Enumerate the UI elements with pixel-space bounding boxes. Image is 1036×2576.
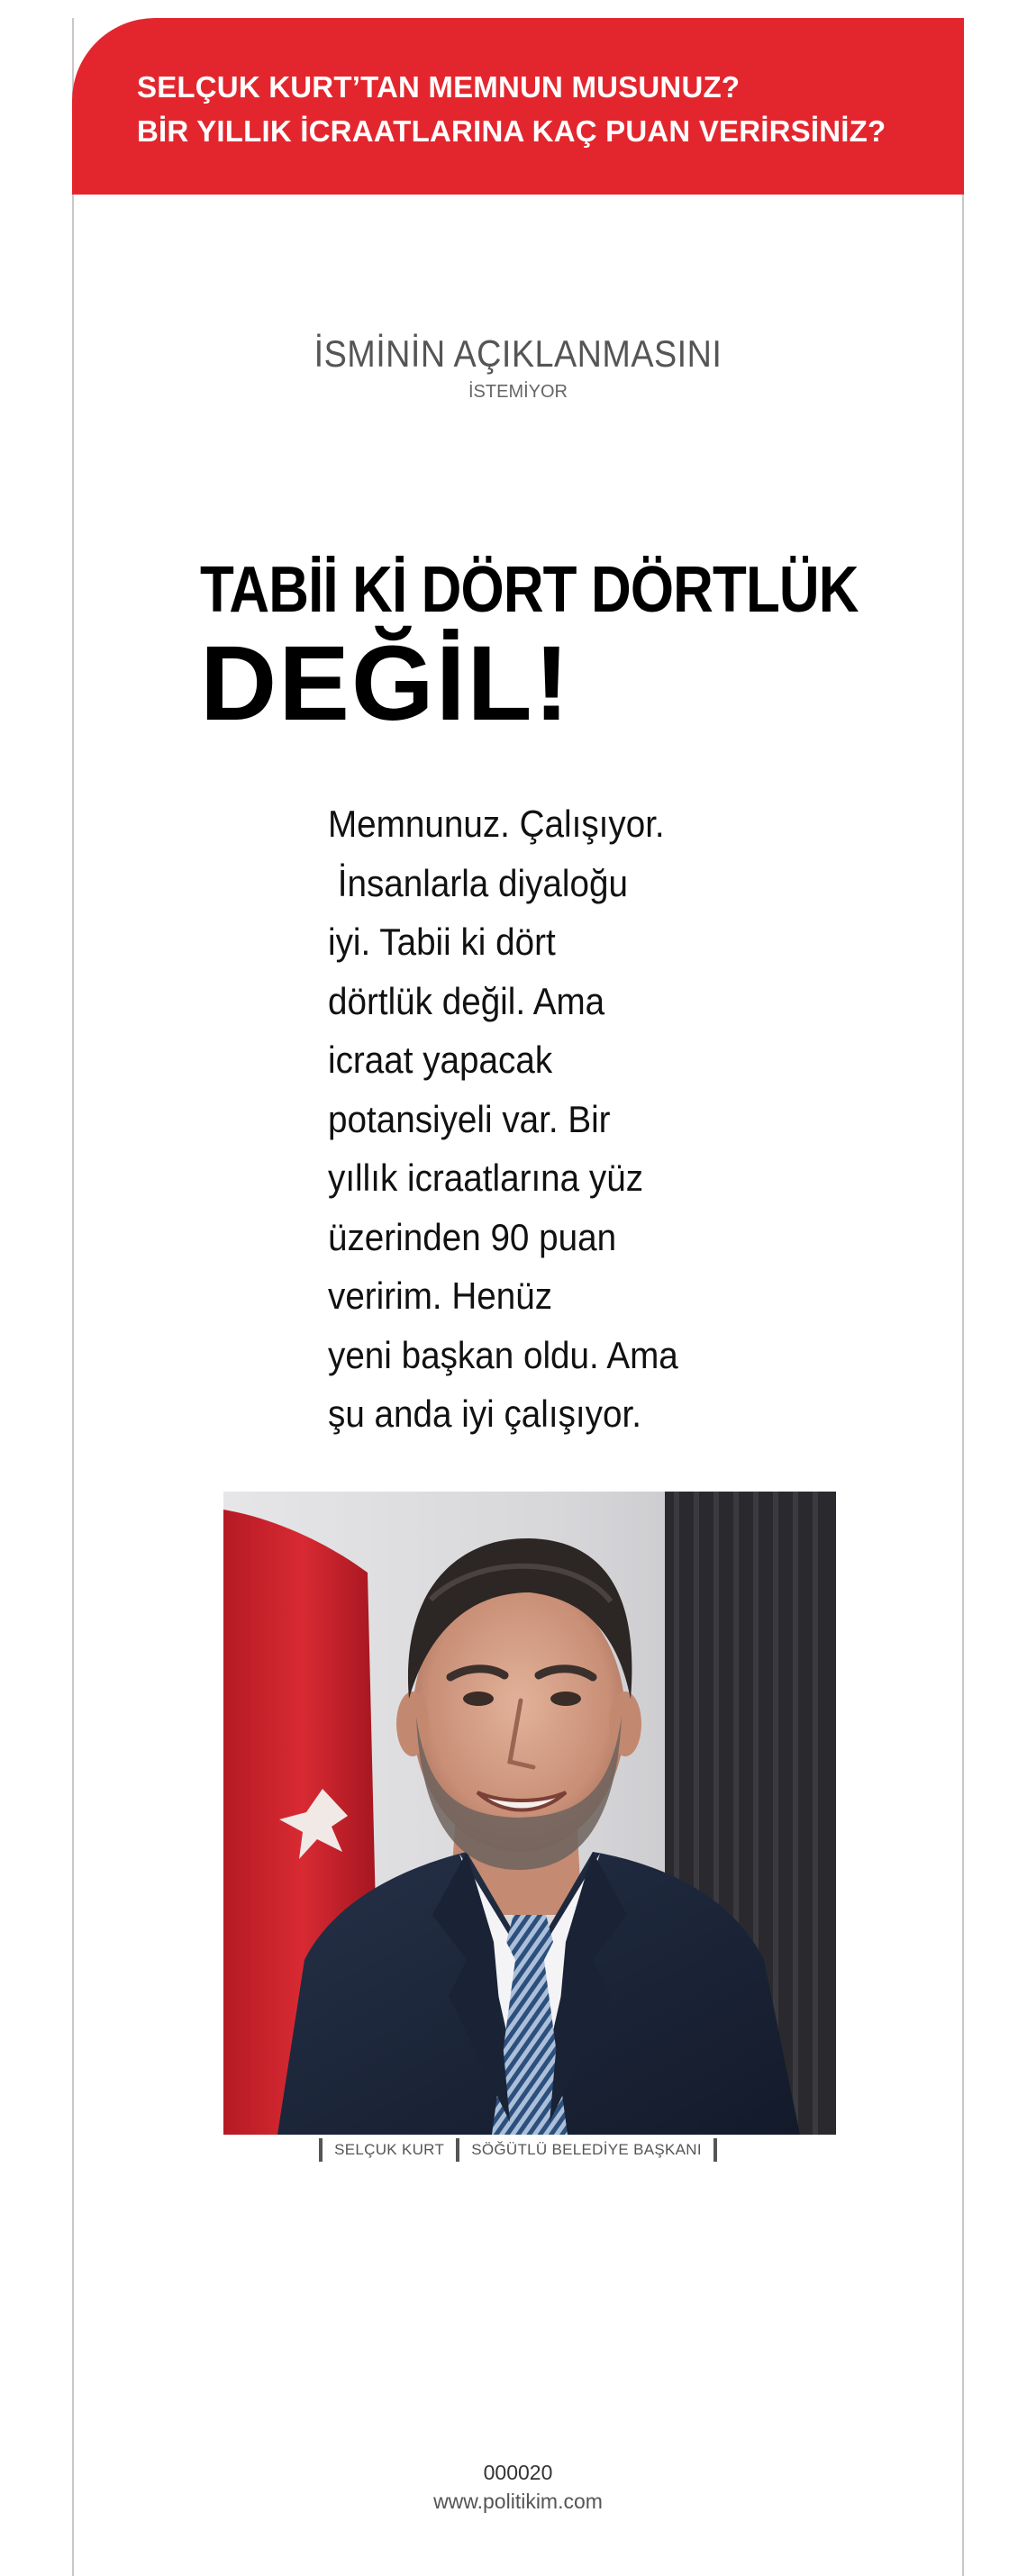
quote-line: yıllık icraatlarına yüz xyxy=(328,1156,644,1199)
caption-title: SÖĞÜTLÜ BELEDİYE BAŞKANI xyxy=(471,2141,702,2158)
respondent-label-main: İSMİNİN AÇIKLANMASINI xyxy=(314,332,722,375)
quote-line: Memnunuz. Çalışıyor. xyxy=(328,803,665,845)
quote-line: şu anda iyi çalışıyor. xyxy=(328,1392,641,1435)
header-question-line-2: BİR YILLIK İCRAATLARINA KAÇ PUAN VERİRSİNİZ? xyxy=(137,114,886,148)
quote-text xyxy=(328,794,706,1444)
page-number: 000020 xyxy=(483,2461,553,2484)
caption-divider xyxy=(713,2138,717,2162)
quote-line: potansiyeli var. Bir xyxy=(328,1097,611,1140)
headline xyxy=(200,551,966,742)
header-question-line-1: SELÇUK KURT’TAN MEMNUN MUSUNUZ? xyxy=(137,70,741,104)
caption-divider xyxy=(456,2138,459,2162)
headline-line-2: DEĞİL! xyxy=(200,624,571,743)
quote-line: İnsanlarla diyaloğu xyxy=(328,861,628,904)
portrait-photo xyxy=(223,1492,836,2135)
page-footer xyxy=(0,2459,1036,2517)
quote-line: iyi. Tabii ki dört xyxy=(328,921,556,963)
photo-caption xyxy=(0,2138,1036,2162)
caption-divider xyxy=(319,2138,323,2162)
header-banner xyxy=(72,18,964,195)
respondent-label-sub: İSTEMİYOR xyxy=(468,382,568,402)
quote-line: yeni başkan oldu. Ama xyxy=(328,1333,678,1376)
quote-line: üzerinden 90 puan xyxy=(328,1215,617,1258)
quote-line: dörtlük değil. Ama xyxy=(328,979,605,1022)
respondent-label xyxy=(0,331,1036,404)
headline-line-1: TABİİ Kİ DÖRT DÖRTLÜK xyxy=(200,554,859,626)
caption-name: SELÇUK KURT xyxy=(334,2141,445,2158)
quote-line: veririm. Henüz xyxy=(328,1274,553,1317)
quote-line: icraat yapacak xyxy=(328,1039,553,1081)
website-link[interactable]: www.politikim.com xyxy=(433,2490,603,2513)
